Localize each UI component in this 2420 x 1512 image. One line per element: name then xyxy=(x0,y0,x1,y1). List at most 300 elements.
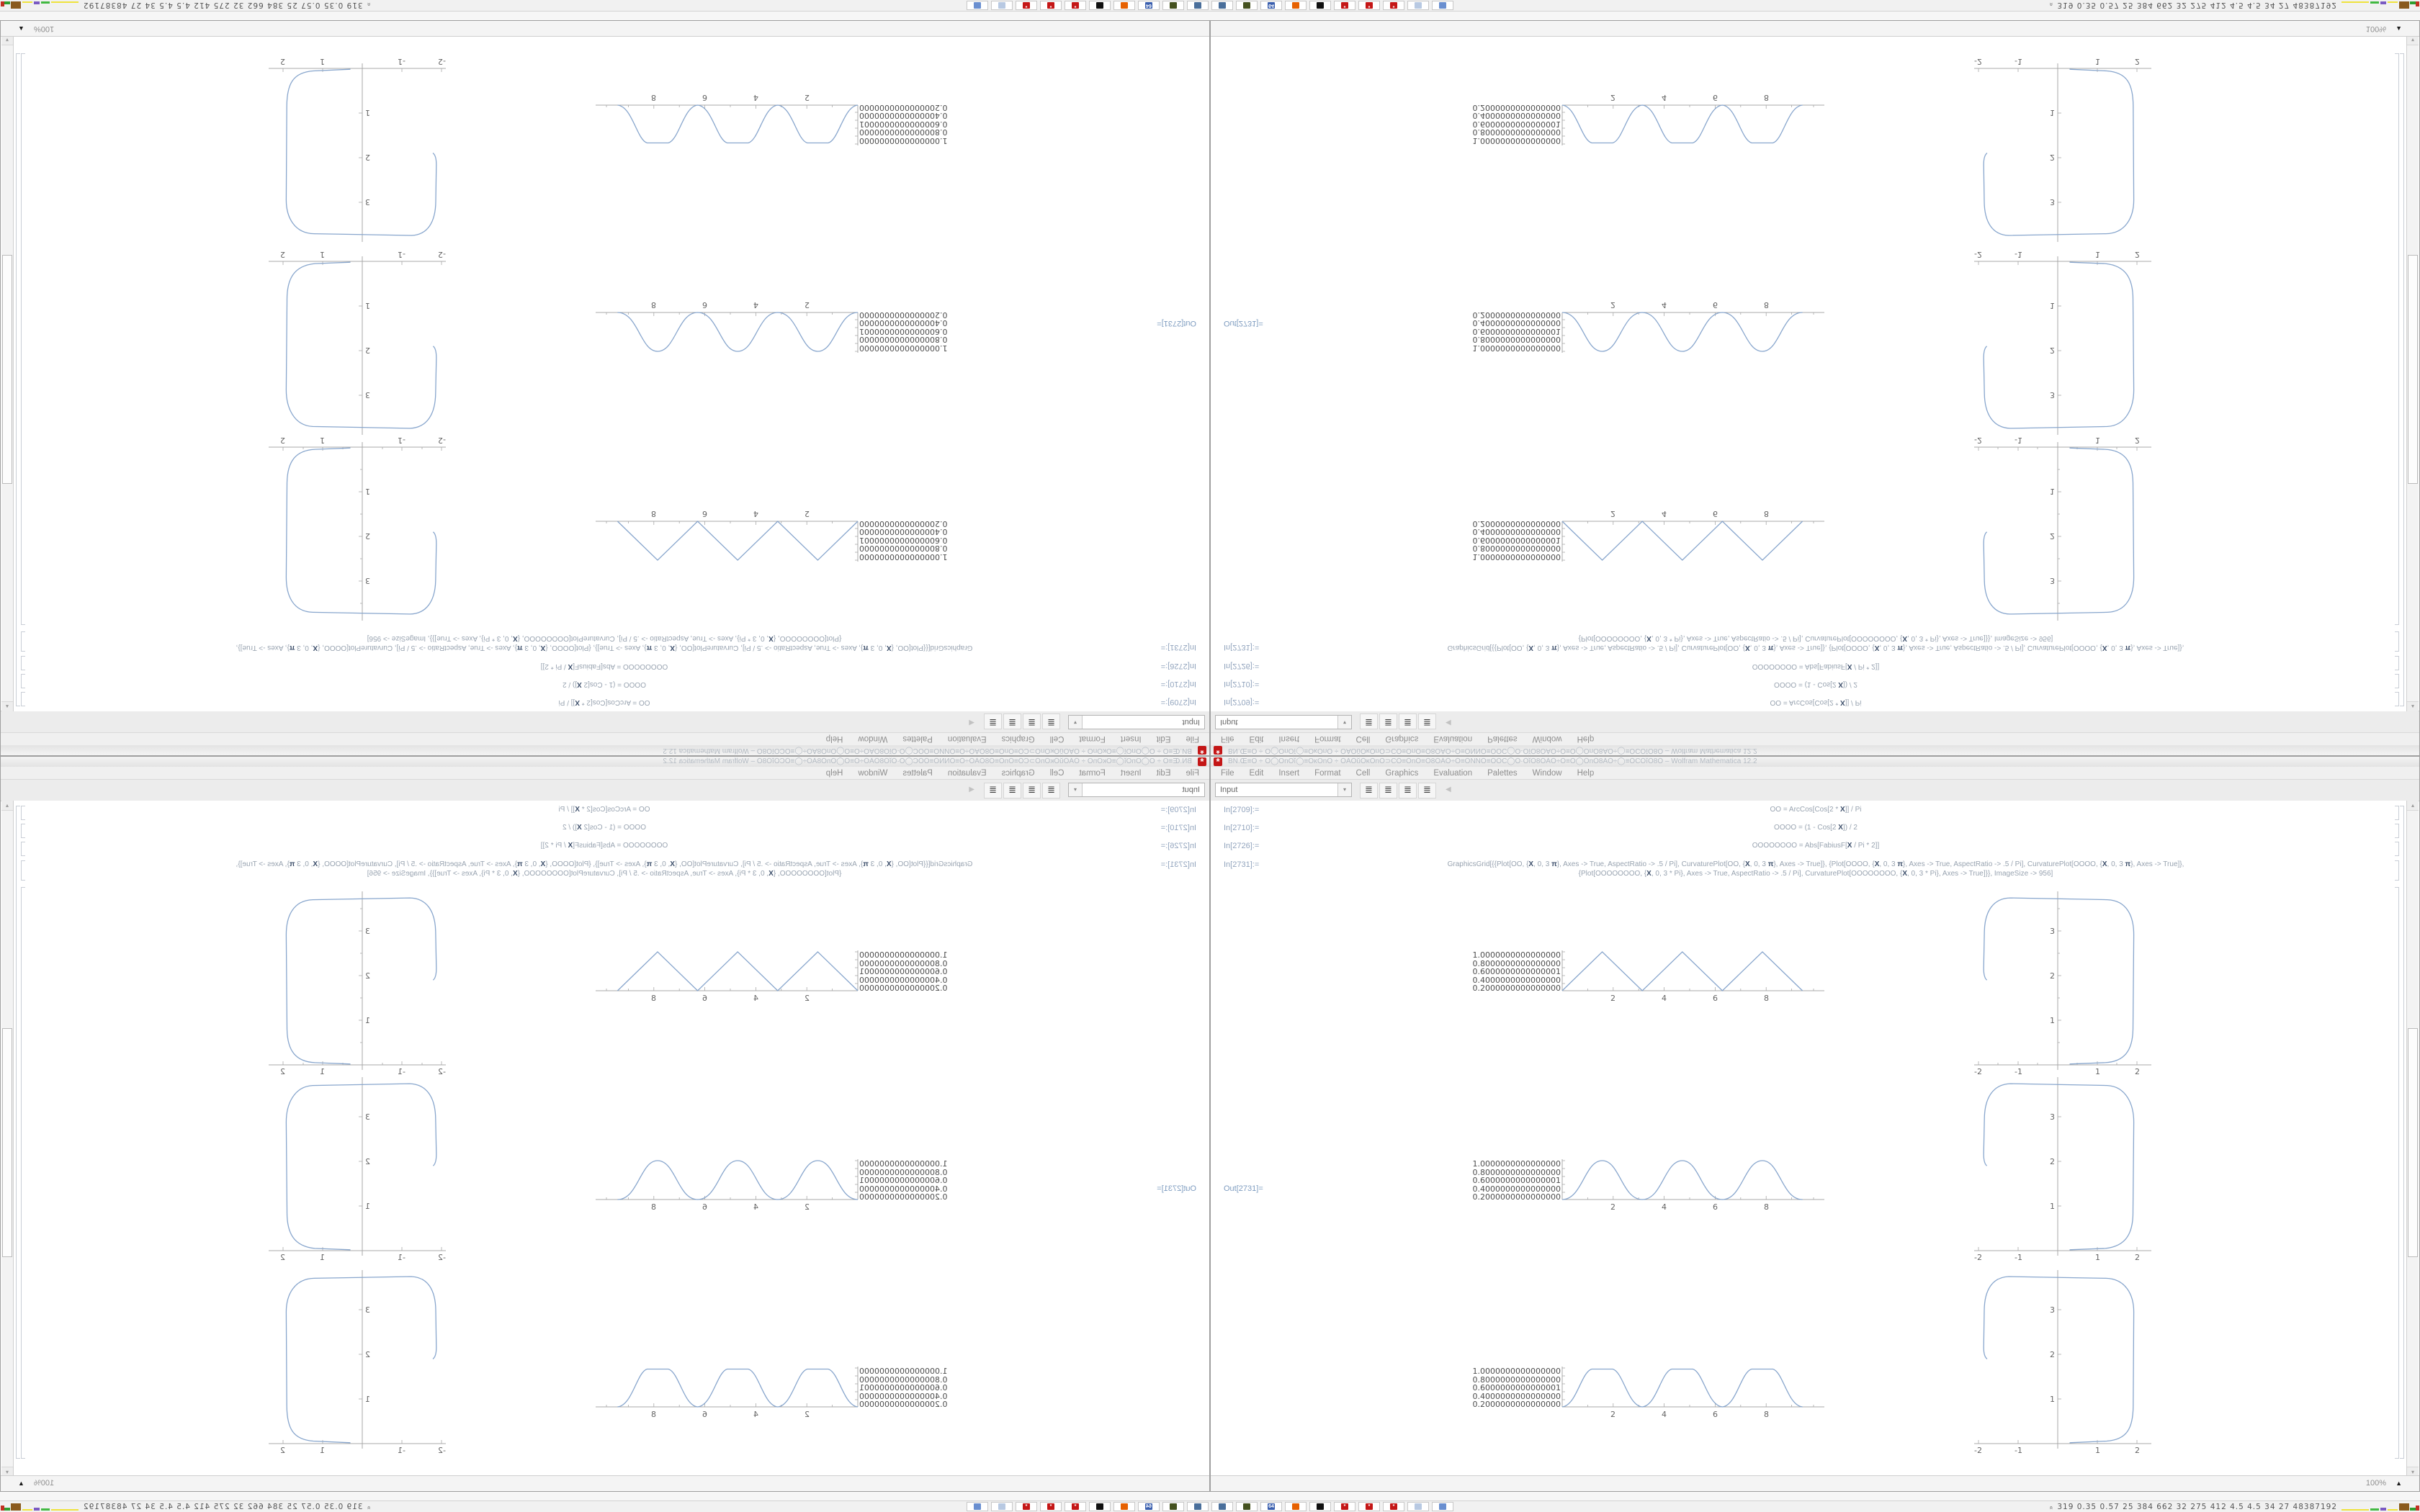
menu-graphics[interactable]: Graphics xyxy=(1001,768,1035,778)
sine-squared-svg xyxy=(593,300,859,353)
justify-left-button[interactable]: ≣ xyxy=(1042,714,1060,729)
curvature-plot-1 xyxy=(1973,888,2153,1077)
y-axis-tick-labels: 1.0000000000000000 0.8000000000000000 0.6000000000000001 0.4000000000000000 0.2000000000000000 xyxy=(859,1367,948,1409)
taskbar-button-floppy-64[interactable] xyxy=(1138,1502,1160,1511)
taskbar-button-calculator[interactable] xyxy=(1407,1502,1429,1511)
svg-text:4: 4 xyxy=(1662,1202,1667,1212)
toolbar-collapse-arrow-icon[interactable]: ◀ xyxy=(1446,719,1451,726)
menu-edit[interactable]: Edit xyxy=(1156,768,1171,778)
vertical-scrollbar[interactable] xyxy=(2406,35,2419,711)
window-titlebar[interactable] xyxy=(1211,744,2419,755)
scroll-up-arrow-icon[interactable]: ▴ xyxy=(2407,801,2419,811)
menu-format[interactable]: Format xyxy=(1079,734,1106,744)
cell-bracket-output[interactable] xyxy=(21,887,25,1459)
cell-bracket-output[interactable] xyxy=(2395,53,2399,625)
mathematica-window xyxy=(0,20,1210,756)
taskbar xyxy=(0,0,1210,12)
justify-right-button[interactable]: ≣ xyxy=(1399,783,1417,798)
scroll-down-arrow-icon[interactable]: ▾ xyxy=(2407,35,2419,45)
paint-app-icon xyxy=(1096,1503,1103,1510)
taskbar-button-terminal-window[interactable] xyxy=(1432,1502,1453,1511)
curvature-plot-3 xyxy=(1973,56,2153,245)
menu-palettes[interactable]: Palettes xyxy=(1487,734,1518,744)
taskbar-button-terminal-window[interactable] xyxy=(967,1,988,10)
cell-style-value: Input xyxy=(1220,718,1238,726)
justify-full-button[interactable]: ≣ xyxy=(1418,783,1436,798)
svg-text:6: 6 xyxy=(1713,1410,1718,1419)
input-cell-code-1[interactable]: OO = ArcCos[Cos[2 * X]] / Pi xyxy=(1770,698,1862,706)
cell-bracket[interactable] xyxy=(2395,674,2399,688)
vertical-scrollbar[interactable] xyxy=(1,35,14,711)
taskbar-button-floppy-64[interactable] xyxy=(1260,1,1282,10)
svg-text:1: 1 xyxy=(2050,1016,2055,1025)
svg-text:4: 4 xyxy=(1662,509,1667,518)
notebook-content xyxy=(1211,801,2408,1477)
sine-squared-svg xyxy=(593,1159,859,1212)
in-label-2709: In[2709]:= xyxy=(1160,698,1196,706)
menu-help[interactable]: Help xyxy=(825,734,843,744)
menu-cell[interactable]: Cell xyxy=(1355,768,1371,778)
window-title: BN.Œ≡O ÷ O◯OnOĭ◯≡OĸOnO ÷ ŌĀŌŭŌĸŌnŌ⊃CŌ≡ŌnŌ≡Ō8ŌĀŌ÷Ō≡ŌNNŌ≡ŌŌC◯Ō·ŌĭŌ8ŌĀŌ÷Ō≡Ō◯ŌnŌ8ĀŌ÷◯≡ŌCŌĭŌ8Ō – Wolfram Mathematica 12.2 xyxy=(1228,757,1757,765)
plot-sine-squared xyxy=(593,300,950,353)
taskbar-button-floppy-64[interactable] xyxy=(1260,1502,1282,1511)
taskbar-button-floppy-64[interactable] xyxy=(1138,1,1160,10)
menu-file[interactable]: File xyxy=(1221,768,1234,778)
svg-text:4: 4 xyxy=(1662,93,1667,102)
out-label-2731: Out[2731]= xyxy=(1224,319,1263,328)
input-cell-code-2[interactable]: OOOO = (1 - Cos[2 X]) / 2 xyxy=(1774,824,1857,832)
justify-left-button[interactable]: ≣ xyxy=(1042,783,1060,798)
cell-bracket-output[interactable] xyxy=(2395,887,2399,1459)
floppy-64-icon: 64 xyxy=(1268,3,1274,8)
taskbar-button-media-device[interactable] xyxy=(1162,1502,1184,1511)
mathematica-window xyxy=(1210,20,2420,756)
taskbar-button-mathematica-window-1[interactable] xyxy=(1334,1502,1355,1511)
menu-evaluation[interactable]: Evaluation xyxy=(947,768,987,778)
chevron-down-icon[interactable]: ▾ xyxy=(1337,783,1351,796)
cell-bracket[interactable] xyxy=(21,674,25,688)
taskbar-button-media-device[interactable] xyxy=(1162,1,1184,10)
window-titlebar[interactable] xyxy=(1,757,1209,768)
cell-bracket[interactable] xyxy=(21,656,25,670)
toolbar-collapse-arrow-icon[interactable]: ◀ xyxy=(969,719,974,726)
svg-text:1: 1 xyxy=(2050,108,2055,117)
menu-insert[interactable]: Insert xyxy=(1120,768,1142,778)
menu-insert[interactable]: Insert xyxy=(1278,734,1300,744)
cell-bracket[interactable] xyxy=(21,824,25,838)
cell-group-bracket[interactable] xyxy=(2400,53,2404,706)
svg-text:8: 8 xyxy=(1764,1410,1769,1419)
screenshot-tool-icon xyxy=(1194,1503,1201,1510)
cell-style-dropdown[interactable] xyxy=(1215,715,1352,729)
input-cell-code-1[interactable]: OO = ArcCos[Cos[2 * X]] / Pi xyxy=(1770,806,1862,814)
input-cell-code-2[interactable]: OOOO = (1 - Cos[2 X]) / 2 xyxy=(563,680,646,688)
svg-text:6: 6 xyxy=(1713,1202,1718,1212)
svg-text:3: 3 xyxy=(365,1305,370,1315)
justify-full-button[interactable]: ≣ xyxy=(984,714,1002,729)
y-axis-tick-labels: 1.0000000000000000 0.8000000000000000 0.6000000000000001 0.4000000000000000 0.2000000000000000 xyxy=(859,310,948,353)
taskbar-button-media-device[interactable] xyxy=(1236,1,1258,10)
svg-text:3: 3 xyxy=(365,390,370,400)
menu-cell[interactable]: Cell xyxy=(1355,734,1371,744)
svg-text:2: 2 xyxy=(2135,250,2140,259)
justify-left-button[interactable]: ≣ xyxy=(1360,714,1378,729)
svg-text:6: 6 xyxy=(702,1410,707,1419)
svg-text:-1: -1 xyxy=(2015,1253,2022,1262)
taskbar-button-mathematica-window-2[interactable] xyxy=(1040,1502,1062,1511)
svg-text:6: 6 xyxy=(1713,300,1718,310)
input-cell-code-4-line1[interactable]: GraphicsGrid[{{Plot[OO, {X, 0, 3 π}, Axes -> True, AspectRatio -> .5 / Pi], CurvaturePlot[OO, {X, 0, 3 π}, Axes -> True]}, {Plot[OOOO, {X, 0, 3 π}, Axes -> True, AspectRatio -> .5 / Pi], CurvaturePlot[OOOO, {X, 0, 3 π}, Axes -> True]}, xyxy=(1447,860,2184,868)
mathematica-window-2-icon: * xyxy=(1366,1503,1373,1510)
cell-group-bracket[interactable] xyxy=(16,806,20,1459)
window-title: BN.Œ≡O ÷ O◯OnOĭ◯≡OĸOnO ÷ ŌĀŌŭŌĸŌnŌ⊃CŌ≡ŌnŌ≡Ō8ŌĀŌ÷Ō≡ŌNNŌ≡ŌŌC◯Ō·ŌĭŌ8ŌĀŌ÷Ō≡Ō◯ŌnŌ8ĀŌ÷◯≡ŌCŌĭŌ8Ō – Wolfram Mathematica 12.2 xyxy=(663,747,1192,755)
taskbar-button-screenshot-tool[interactable] xyxy=(1211,1,1233,10)
paint-app-icon xyxy=(1096,2,1103,9)
svg-text:2: 2 xyxy=(280,1067,285,1076)
taskbar-button-firefox[interactable] xyxy=(1113,1502,1135,1511)
taskbar-button-paint-app[interactable] xyxy=(1089,1502,1111,1511)
toolbar-collapse-arrow-icon[interactable]: ◀ xyxy=(1446,786,1451,793)
cell-group-bracket[interactable] xyxy=(16,53,20,706)
scroll-down-arrow-icon[interactable]: ▾ xyxy=(1,1467,13,1477)
mathematica-window-1-icon: * xyxy=(1072,1503,1079,1510)
svg-text:2: 2 xyxy=(280,436,285,445)
notebook-content xyxy=(1211,35,2408,711)
justify-right-button[interactable]: ≣ xyxy=(1003,783,1021,798)
plot-fabius xyxy=(593,92,950,145)
input-cell-code-4-line1[interactable]: GraphicsGrid[{{Plot[OO, {X, 0, 3 π}, Axes -> True, AspectRatio -> .5 / Pi], CurvaturePlot[OO, {X, 0, 3 π}, Axes -> True]}, {Plot[OOOO, {X, 0, 3 π}, Axes -> True, AspectRatio -> .5 / Pi], CurvaturePlot[OOOO, {X, 0, 3 π}, Axes -> True]}, xyxy=(1447,644,2184,652)
menu-window[interactable]: Window xyxy=(858,768,888,778)
scrollbar-thumb[interactable] xyxy=(2,1028,12,1257)
svg-text:2: 2 xyxy=(2050,531,2055,541)
mathematica-window-2-icon: * xyxy=(1047,2,1054,9)
window-titlebar[interactable] xyxy=(1,744,1209,755)
taskbar-button-mathematica-window-2[interactable] xyxy=(1040,1,1062,10)
menu-graphics[interactable]: Graphics xyxy=(1385,768,1419,778)
menu-window[interactable]: Window xyxy=(858,734,888,744)
in-label-2731: In[2731]:= xyxy=(1224,860,1260,869)
menu-graphics[interactable]: Graphics xyxy=(1385,734,1419,744)
menu-palettes[interactable]: Palettes xyxy=(902,768,933,778)
y-axis-tick-labels: 1.0000000000000000 0.8000000000000000 0.6000000000000001 0.4000000000000000 0.2000000000000000 xyxy=(1472,519,1561,562)
cell-bracket-output[interactable] xyxy=(21,53,25,625)
svg-text:6: 6 xyxy=(1713,509,1718,518)
svg-text:2: 2 xyxy=(1610,1410,1615,1419)
format-toolbar xyxy=(1,780,1209,801)
menu-window[interactable]: Window xyxy=(1532,734,1562,744)
menu-file[interactable]: File xyxy=(1186,734,1199,744)
taskbar-button-mathematica-window-1[interactable] xyxy=(1065,1,1086,10)
menu-cell[interactable]: Cell xyxy=(1049,768,1065,778)
input-cell-code-1[interactable]: OO = ArcCos[Cos[2 * X]] / Pi xyxy=(558,806,650,814)
svg-text:2: 2 xyxy=(2050,1350,2055,1359)
chevron-up-icon[interactable]: « xyxy=(364,1505,372,1508)
cell-style-dropdown[interactable] xyxy=(1068,715,1205,729)
vertical-scrollbar[interactable] xyxy=(2406,801,2419,1477)
menu-evaluation[interactable]: Evaluation xyxy=(947,734,987,744)
load-graph xyxy=(2341,1502,2419,1511)
window-titlebar[interactable] xyxy=(1211,757,2419,768)
svg-text:2: 2 xyxy=(280,1253,285,1262)
taskbar-button-screenshot-tool[interactable] xyxy=(1187,1,1209,10)
justify-center-button[interactable]: ≣ xyxy=(1023,783,1041,798)
terminal-window-icon xyxy=(974,1503,981,1510)
svg-text:1: 1 xyxy=(2095,436,2100,445)
justify-full-button[interactable]: ≣ xyxy=(984,783,1002,798)
svg-text:-1: -1 xyxy=(2015,250,2022,259)
svg-text:2: 2 xyxy=(2135,1067,2140,1076)
mathematica-app-icon[interactable]: * xyxy=(1198,746,1206,755)
scrollbar-thumb[interactable] xyxy=(2408,1028,2418,1257)
cell-bracket[interactable] xyxy=(2395,842,2399,856)
in-label-2710: In[2710]:= xyxy=(1224,680,1260,688)
input-cell-code-4-line2[interactable]: {Plot[OOOOOOOO, {X, 0, 3 * Pi}, Axes -> True, AspectRatio -> .5 / Pi], CurvaturePlot[OOOOOOOO, {X, 0, 3 * Pi}, Axes -> True]}}, ImageSize -> 956] xyxy=(367,634,842,642)
cell-bracket[interactable] xyxy=(2395,824,2399,838)
justify-left-button[interactable]: ≣ xyxy=(1360,783,1378,798)
svg-text:-2: -2 xyxy=(438,1253,446,1262)
cell-style-value: Input xyxy=(1220,786,1238,794)
svg-text:6: 6 xyxy=(702,509,707,518)
in-label-2731: In[2731]:= xyxy=(1160,643,1196,652)
taskbar-button-terminal-window[interactable] xyxy=(1432,1,1453,10)
plot-sine-squared xyxy=(1470,1159,1827,1212)
scrollbar-thumb[interactable] xyxy=(2,255,12,484)
menu-edit[interactable]: Edit xyxy=(1249,734,1264,744)
toolbar-collapse-arrow-icon[interactable]: ◀ xyxy=(969,786,974,793)
svg-text:1: 1 xyxy=(2050,487,2055,496)
menu-edit[interactable]: Edit xyxy=(1156,734,1171,744)
menu-evaluation[interactable]: Evaluation xyxy=(1433,768,1473,778)
svg-text:8: 8 xyxy=(651,93,656,102)
input-cell-code-4-line1[interactable]: GraphicsGrid[{{Plot[OO, {X, 0, 3 π}, Axes -> True, AspectRatio -> .5 / Pi], CurvaturePlot[OO, {X, 0, 3 π}, Axes -> True]}, {Plot[OOOO, {X, 0, 3 π}, Axes -> True, AspectRatio -> .5 / Pi], CurvaturePlot[OOOO, {X, 0, 3 π}, Axes -> True]}, xyxy=(236,644,973,652)
svg-text:2: 2 xyxy=(280,250,285,259)
system-monitor xyxy=(2048,0,2420,11)
chevron-down-icon[interactable]: ▾ xyxy=(1069,716,1083,729)
magnification-level[interactable]: 100% xyxy=(2365,1479,2386,1488)
taskbar-window-buttons xyxy=(967,1,1209,10)
mathematica-app-icon[interactable]: * xyxy=(1198,757,1206,766)
curvature-plot-2 xyxy=(1973,1074,2153,1263)
cell-style-dropdown[interactable] xyxy=(1068,783,1205,797)
menu-file[interactable]: File xyxy=(1186,768,1199,778)
input-cell-code-4-line2[interactable]: {Plot[OOOOOOOO, {X, 0, 3 * Pi}, Axes -> True, AspectRatio -> .5 / Pi], CurvaturePlot[OOOOOOOO, {X, 0, 3 * Pi}, Axes -> True]}}, ImageSize -> 956] xyxy=(1578,634,2053,642)
menu-bar xyxy=(1211,732,2419,745)
cell-bracket[interactable] xyxy=(21,631,25,652)
menu-insert[interactable]: Insert xyxy=(1120,734,1142,744)
mathematica-app-icon[interactable]: * xyxy=(1214,746,1222,755)
menu-format[interactable]: Format xyxy=(1079,768,1106,778)
taskbar-button-screenshot-tool[interactable] xyxy=(1187,1502,1209,1511)
cell-bracket[interactable] xyxy=(21,806,25,820)
taskbar-button-mathematica-window-2[interactable] xyxy=(1358,1,1380,10)
cell-bracket[interactable] xyxy=(2395,631,2399,652)
svg-text:2: 2 xyxy=(365,346,370,355)
input-cell-code-1[interactable]: OO = ArcCos[Cos[2 * X]] / Pi xyxy=(558,698,650,706)
cell-bracket[interactable] xyxy=(2395,656,2399,670)
input-cell-code-3[interactable]: OOOOOOOO = Abs[FabiusF[X / Pi * 2]] xyxy=(1752,842,1880,850)
calculator-icon xyxy=(1415,2,1422,9)
chevron-up-icon[interactable]: « xyxy=(2048,1505,2056,1508)
taskbar-button-screenshot-tool[interactable] xyxy=(1211,1502,1233,1511)
menu-palettes[interactable]: Palettes xyxy=(902,734,933,744)
menu-palettes[interactable]: Palettes xyxy=(1487,768,1518,778)
menu-cell[interactable]: Cell xyxy=(1049,734,1065,744)
scroll-down-arrow-icon[interactable]: ▾ xyxy=(2407,1467,2419,1477)
svg-text:1: 1 xyxy=(365,108,370,117)
magnification-popup-icon[interactable]: ▲ xyxy=(18,25,24,32)
magnification-popup-icon[interactable]: ▲ xyxy=(2396,1480,2402,1487)
in-label-2710: In[2710]:= xyxy=(1160,824,1196,832)
cell-bracket[interactable] xyxy=(2395,692,2399,706)
menu-insert[interactable]: Insert xyxy=(1278,768,1300,778)
vertical-scrollbar[interactable] xyxy=(1,801,14,1477)
menu-bar xyxy=(1211,767,2419,780)
floppy-64-icon: 64 xyxy=(1268,1504,1274,1509)
firefox-icon xyxy=(1121,1503,1128,1510)
chevron-down-icon[interactable]: ▾ xyxy=(1337,716,1351,729)
input-cell-code-4-line2[interactable]: {Plot[OOOOOOOO, {X, 0, 3 * Pi}, Axes -> True, AspectRatio -> .5 / Pi], CurvaturePlot[OOOOOOOO, {X, 0, 3 * Pi}, Axes -> True]}}, ImageSize -> 956] xyxy=(1578,870,2053,878)
cell-bracket[interactable] xyxy=(21,692,25,706)
scrollbar-thumb[interactable] xyxy=(2408,255,2418,484)
scroll-up-arrow-icon[interactable]: ▴ xyxy=(1,801,13,811)
svg-text:8: 8 xyxy=(651,509,656,518)
svg-text:6: 6 xyxy=(1713,994,1718,1003)
input-cell-code-3[interactable]: OOOOOOOO = Abs[FabiusF[X / Pi * 2]] xyxy=(540,842,668,850)
justify-right-button[interactable]: ≣ xyxy=(1003,714,1021,729)
svg-text:1: 1 xyxy=(365,301,370,310)
window-statusbar xyxy=(1211,21,2419,37)
chevron-up-icon[interactable]: « xyxy=(364,4,372,7)
taskbar-button-paint-app[interactable] xyxy=(1309,1502,1331,1511)
menu-format[interactable]: Format xyxy=(1314,734,1341,744)
svg-text:8: 8 xyxy=(1764,994,1769,1003)
menu-help[interactable]: Help xyxy=(825,768,843,778)
chevron-down-icon[interactable]: ▾ xyxy=(1069,783,1083,796)
justify-center-button[interactable]: ≣ xyxy=(1379,714,1397,729)
svg-text:2: 2 xyxy=(2135,1446,2140,1455)
svg-text:-2: -2 xyxy=(1974,250,1982,259)
in-label-2709: In[2709]:= xyxy=(1224,698,1260,706)
taskbar-button-mathematica-window-3[interactable] xyxy=(1383,1,1404,10)
in-label-2709: In[2709]:= xyxy=(1224,806,1260,814)
cell-group-bracket[interactable] xyxy=(2400,806,2404,1459)
svg-text:1: 1 xyxy=(365,1395,370,1404)
taskbar-button-terminal-window[interactable] xyxy=(967,1502,988,1511)
input-cell-code-4-line1[interactable]: GraphicsGrid[{{Plot[OO, {X, 0, 3 π}, Axes -> True, AspectRatio -> .5 / Pi], CurvaturePlot[OO, {X, 0, 3 π}, Axes -> True]}, {Plot[OOOO, {X, 0, 3 π}, Axes -> True, AspectRatio -> .5 / Pi], CurvaturePlot[OOOO, {X, 0, 3 π}, Axes -> True]}, xyxy=(236,860,973,868)
svg-text:4: 4 xyxy=(753,1410,758,1419)
taskbar-button-mathematica-window-3[interactable] xyxy=(1383,1502,1404,1511)
cell-bracket[interactable] xyxy=(2395,860,2399,881)
load-graph xyxy=(2341,1,2419,10)
svg-text:2: 2 xyxy=(365,1350,370,1359)
taskbar-window-buttons xyxy=(1211,1,1453,10)
scroll-up-arrow-icon[interactable]: ▴ xyxy=(1,701,13,711)
in-label-2710: In[2710]:= xyxy=(1224,824,1260,832)
taskbar-button-mathematica-window-3[interactable] xyxy=(1016,1502,1037,1511)
magnification-popup-icon[interactable]: ▲ xyxy=(2396,25,2402,32)
terminal-window-icon xyxy=(1439,1503,1446,1510)
input-cell-code-3[interactable]: OOOOOOOO = Abs[FabiusF[X / Pi * 2]] xyxy=(1752,662,1880,670)
svg-text:4: 4 xyxy=(753,1202,758,1212)
plot-fabius xyxy=(1470,92,1827,145)
cell-bracket[interactable] xyxy=(21,860,25,881)
firefox-icon xyxy=(1292,2,1299,9)
firefox-icon xyxy=(1121,2,1128,9)
menu-graphics[interactable]: Graphics xyxy=(1001,734,1035,744)
svg-text:6: 6 xyxy=(702,994,707,1003)
scroll-down-arrow-icon[interactable]: ▾ xyxy=(1,35,13,45)
cell-bracket[interactable] xyxy=(21,842,25,856)
taskbar-button-firefox[interactable] xyxy=(1113,1,1135,10)
in-label-2709: In[2709]:= xyxy=(1160,806,1196,814)
screenshot-tool-icon xyxy=(1194,2,1201,9)
menu-help[interactable]: Help xyxy=(1577,768,1595,778)
svg-text:-2: -2 xyxy=(438,1446,446,1455)
taskbar-button-media-device[interactable] xyxy=(1236,1502,1258,1511)
taskbar-button-calculator[interactable] xyxy=(991,1,1013,10)
magnification-level[interactable]: 100% xyxy=(34,1479,55,1488)
menu-evaluation[interactable]: Evaluation xyxy=(1433,734,1473,744)
taskbar-button-paint-app[interactable] xyxy=(1309,1,1331,10)
menu-file[interactable]: File xyxy=(1221,734,1234,744)
chevron-up-icon[interactable]: « xyxy=(2048,4,2056,7)
input-cell-code-3[interactable]: OOOOOOOO = Abs[FabiusF[X / Pi * 2]] xyxy=(540,662,668,670)
svg-text:3: 3 xyxy=(2050,927,2055,936)
taskbar-button-firefox[interactable] xyxy=(1285,1502,1307,1511)
cell-style-dropdown[interactable] xyxy=(1215,783,1352,797)
menu-help[interactable]: Help xyxy=(1577,734,1595,744)
input-cell-code-4-line2[interactable]: {Plot[OOOOOOOO, {X, 0, 3 * Pi}, Axes -> True, AspectRatio -> .5 / Pi], CurvaturePlot[OOOOOOOO, {X, 0, 3 * Pi}, Axes -> True]}}, ImageSize -> 956] xyxy=(367,870,842,878)
menu-format[interactable]: Format xyxy=(1314,768,1341,778)
svg-text:8: 8 xyxy=(651,1202,656,1212)
taskbar-button-mathematica-window-1[interactable] xyxy=(1065,1502,1086,1511)
taskbar xyxy=(0,1500,1210,1512)
taskbar-button-calculator[interactable] xyxy=(991,1502,1013,1511)
menu-window[interactable]: Window xyxy=(1532,768,1562,778)
magnification-level[interactable]: 100% xyxy=(2365,24,2386,33)
triangle-wave-svg xyxy=(1561,950,1827,1004)
menu-edit[interactable]: Edit xyxy=(1249,768,1264,778)
cell-style-value: Input xyxy=(1182,718,1200,726)
scroll-up-arrow-icon[interactable]: ▴ xyxy=(2407,701,2419,711)
magnification-level[interactable]: 100% xyxy=(34,24,55,33)
window-statusbar xyxy=(1211,1475,2419,1491)
svg-text:2: 2 xyxy=(365,1157,370,1166)
plot-sine-squared xyxy=(1470,300,1827,353)
taskbar-button-calculator[interactable] xyxy=(1407,1,1429,10)
justify-full-button[interactable]: ≣ xyxy=(1418,714,1436,729)
taskbar-button-mathematica-window-1[interactable] xyxy=(1334,1,1355,10)
svg-text:8: 8 xyxy=(1764,509,1769,518)
taskbar-button-paint-app[interactable] xyxy=(1089,1,1111,10)
svg-text:1: 1 xyxy=(365,1016,370,1025)
mathematica-app-icon[interactable]: * xyxy=(1214,757,1222,766)
justify-center-button[interactable]: ≣ xyxy=(1379,783,1397,798)
svg-text:-2: -2 xyxy=(1974,1253,1982,1262)
svg-text:-1: -1 xyxy=(398,1446,405,1455)
taskbar-button-mathematica-window-3[interactable] xyxy=(1016,1,1037,10)
cell-bracket[interactable] xyxy=(2395,806,2399,820)
input-cell-code-2[interactable]: OOOO = (1 - Cos[2 X]) / 2 xyxy=(1774,680,1857,688)
input-cell-code-2[interactable]: OOOO = (1 - Cos[2 X]) / 2 xyxy=(563,824,646,832)
magnification-popup-icon[interactable]: ▲ xyxy=(18,1480,24,1487)
justify-center-button[interactable]: ≣ xyxy=(1023,714,1041,729)
system-monitor-values: 319 0.35 0.57 25 384 662 32 275 412 4.5 4.5 34 27 48387192 xyxy=(2057,1,2337,10)
justify-right-button[interactable]: ≣ xyxy=(1399,714,1417,729)
taskbar-button-mathematica-window-2[interactable] xyxy=(1358,1502,1380,1511)
taskbar-button-firefox[interactable] xyxy=(1285,1,1307,10)
svg-text:2: 2 xyxy=(2135,57,2140,66)
